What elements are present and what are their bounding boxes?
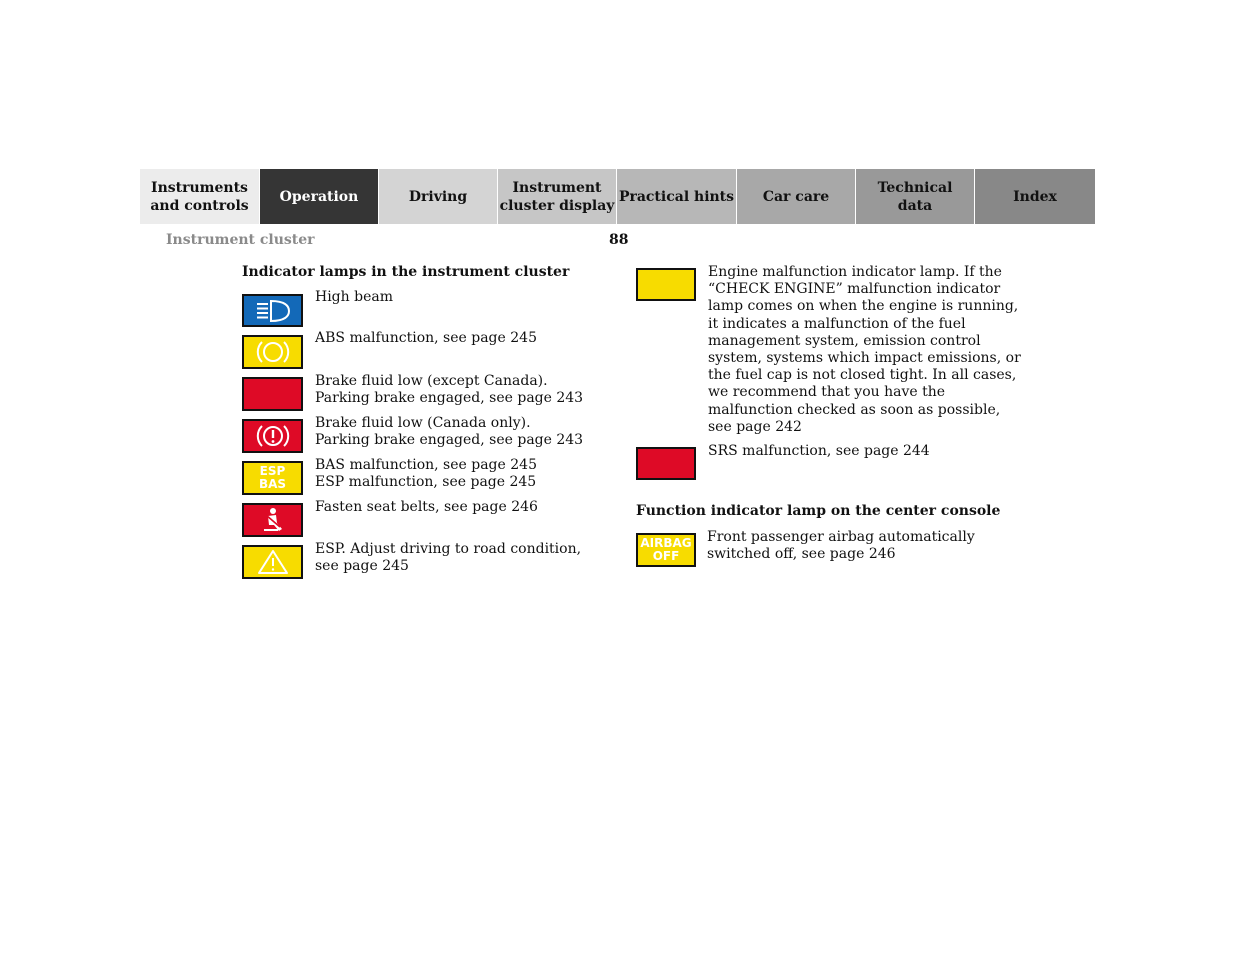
page-number: 88 — [609, 232, 629, 248]
indicator-lamp-abs — [242, 335, 303, 369]
abs-icon — [253, 338, 293, 366]
lamp-description-high-beam: High beam — [315, 289, 393, 305]
lamp-description-seat-belt: Fasten seat belts, see page 246 — [315, 499, 538, 515]
lamp-description-esp-bas: BAS malfunction, see page 245 ESP malfunction, see page 245 — [315, 457, 537, 491]
lamp-description-esp-warning: ESP. Adjust driving to road condition, see page 245 — [315, 541, 582, 575]
lamp-description-check-engine: Engine malfunction indicator lamp. If the “CHECK ENGINE” malfunction indicator lamp comes on when the engine is running, it indicates a malfunction of the fuel management system, emission control system, systems which impact emissions, or the fuel cap is not closed tight. In all cases, we recommend that you have the malfunction checked as soon as possible, see page 242 — [708, 264, 1021, 435]
brake-warning-icon — [253, 422, 293, 450]
section-heading: Instrument cluster — [166, 232, 315, 248]
tab-technical-data[interactable]: Technical data — [856, 169, 975, 224]
lamp-description-airbag-off: Front passenger airbag automatically switched off, see page 246 — [707, 529, 975, 563]
tab-instrument-cluster-display[interactable]: Instrument cluster display — [498, 169, 617, 224]
indicator-lamp-srs — [636, 447, 696, 480]
indicator-lamp-check-engine — [636, 268, 696, 301]
lamp-description-abs: ABS malfunction, see page 245 — [315, 330, 537, 346]
lamp-description-brake-fluid-except-canada: Brake fluid low (except Canada). Parking brake engaged, see page 243 — [315, 373, 584, 407]
tab-car-care[interactable]: Car care — [737, 169, 856, 224]
chapter-tabs — [140, 169, 1095, 224]
high-beam-icon — [251, 298, 295, 324]
lamp-description-brake-fluid-canada: Brake fluid low (Canada only). Parking brake engaged, see page 243 — [315, 415, 584, 449]
indicator-lamp-high-beam — [242, 294, 303, 327]
indicator-lamp-esp-bas — [242, 461, 303, 495]
tab-index[interactable]: Index — [975, 169, 1095, 224]
indicator-lamp-esp-warning — [242, 545, 303, 579]
indicator-lamp-brake-fluid-canada — [242, 419, 303, 453]
tab-driving[interactable]: Driving — [379, 169, 498, 224]
tab-operation[interactable]: Operation — [260, 169, 379, 224]
indicator-lamp-seat-belt — [242, 503, 303, 537]
indicator-lamp-brake-fluid-except-canada — [242, 377, 303, 411]
tab-practical-hints[interactable]: Practical hints — [617, 169, 737, 224]
esp-bas-icon: ESP BAS — [258, 464, 287, 491]
warning-triangle-icon — [256, 548, 290, 576]
seat-belt-icon — [258, 506, 288, 534]
lamp-description-srs: SRS malfunction, see page 244 — [708, 443, 930, 459]
left-column-title: Indicator lamps in the instrument cluster — [242, 264, 570, 280]
indicator-lamp-airbag-off — [636, 533, 696, 567]
airbag-off-icon: AIRBAG OFF — [640, 536, 692, 563]
console-section-title: Function indicator lamp on the center console — [636, 503, 1001, 519]
tab-instruments-and-controls[interactable]: Instruments and controls — [140, 169, 260, 224]
